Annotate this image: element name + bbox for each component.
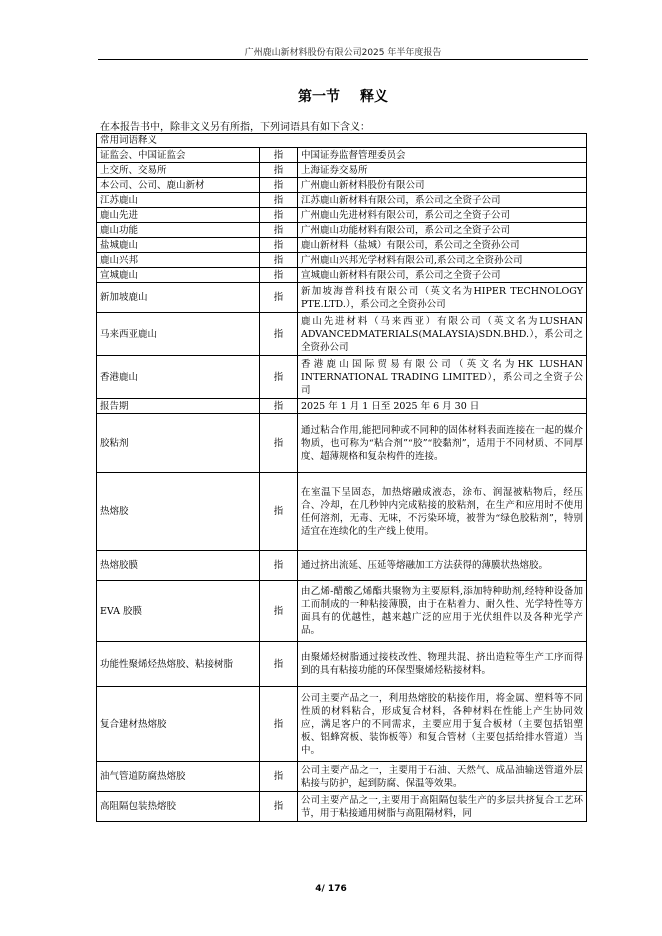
definition-cell: 香港鹿山国际贸易有限公司（英文名为HK LUSHAN INTERNATIONAL TRADING LIMITED），系公司之全资子公司 <box>298 356 587 399</box>
table-row <box>97 762 587 792</box>
ref-cell: 指 <box>260 414 298 473</box>
ref-cell: 指 <box>260 551 298 581</box>
table-row <box>97 792 587 822</box>
definition-cell: 新加坡海普科技有限公司（英文名为HIPER TECHNOLOGY PTE.LTD.），系公司之全资孙公司 <box>298 283 587 313</box>
term-cell: 鹿山先进 <box>97 208 260 223</box>
definition-cell: 公司主要产品之一，利用热熔胶的粘接作用，将金属、塑料等不同性质的材料粘合，形成复合材料，各种材料在性能上产生协同效应，满足客户的不同需求，主要应用于复合板材（主要包括铝塑板、铝蜂窝板、装饰板等）和复合管材（主要包括给排水管道）当中。 <box>298 687 587 762</box>
ref-cell: 指 <box>260 178 298 193</box>
term-cell: 证监会、中国证监会 <box>97 148 260 163</box>
definition-cell: 广州鹿山功能材料有限公司，系公司之全资子公司 <box>298 223 587 238</box>
ref-cell: 指 <box>260 283 298 313</box>
term-cell: 胶粘剂 <box>97 414 260 473</box>
table-row <box>97 178 587 193</box>
term-cell: 鹿山兴邦 <box>97 253 260 268</box>
term-cell: 盐城鹿山 <box>97 238 260 253</box>
term-cell: 高阻隔包装热熔胶 <box>97 792 260 822</box>
ref-cell: 指 <box>260 792 298 822</box>
header-divider <box>98 59 588 60</box>
term-cell: 报告期 <box>97 399 260 414</box>
table-row <box>97 163 587 178</box>
table-row <box>97 551 587 581</box>
ref-cell: 指 <box>260 313 298 356</box>
ref-cell: 指 <box>260 642 298 687</box>
term-cell: 本公司、公司、鹿山新材 <box>97 178 260 193</box>
ref-cell: 指 <box>260 399 298 414</box>
section-name: 释义 <box>360 89 388 105</box>
table-row <box>97 356 587 399</box>
definition-cell: 宣城鹿山新材料有限公司，系公司之全资子公司 <box>298 268 587 283</box>
term-cell: 热熔胶 <box>97 473 260 551</box>
table-row <box>97 399 587 414</box>
ref-cell: 指 <box>260 208 298 223</box>
table-row <box>97 208 587 223</box>
definition-cell: 上海证券交易所 <box>298 163 587 178</box>
table-row <box>97 148 587 163</box>
term-cell: 江苏鹿山 <box>97 193 260 208</box>
term-cell: 复合建材热熔胶 <box>97 687 260 762</box>
definition-cell: 在室温下呈固态，加热熔融成液态，涂布、润湿被粘物后，经压合、冷却，在几秒钟内完成粘接的胶粘剂，在生产和应用时不使用任何溶剂，无毒、无味，不污染环境，被誉为“绿色胶粘剂”，特别适宜在连续化的生产线上使用。 <box>298 473 587 551</box>
ref-cell: 指 <box>260 473 298 551</box>
ref-cell: 指 <box>260 253 298 268</box>
section-heading <box>98 86 588 106</box>
definition-cell: 鹿山新材料（盐城）有限公司，系公司之全资孙公司 <box>298 238 587 253</box>
page-number: 4/ 176 <box>315 884 347 894</box>
table-row <box>97 268 587 283</box>
definition-cell: 广州鹿山新材料股份有限公司 <box>298 178 587 193</box>
ref-cell: 指 <box>260 687 298 762</box>
definitions-table <box>96 133 587 822</box>
definition-cell: 公司主要产品之一,主要用于高阻隔包装生产的多层共挤复合工艺环节，用于粘接通用树脂与高阻隔材料，同 <box>298 792 587 822</box>
table-row <box>97 313 587 356</box>
term-cell: EVA 胶膜 <box>97 581 260 642</box>
ref-cell: 指 <box>260 193 298 208</box>
term-cell: 上交所、交易所 <box>97 163 260 178</box>
ref-cell: 指 <box>260 268 298 283</box>
table-caption: 常用词语释义 <box>97 134 587 148</box>
table-row <box>97 473 587 551</box>
term-cell: 香港鹿山 <box>97 356 260 399</box>
definition-cell: 通过挤出流延、压延等熔融加工方法获得的薄膜状热熔胶。 <box>298 551 587 581</box>
table-row <box>97 253 587 268</box>
table-row <box>97 193 587 208</box>
report-header: 广州鹿山新材料股份有限公司2025 年半年度报告 <box>244 48 442 58</box>
table-row <box>97 223 587 238</box>
definition-cell: 由聚烯烃树脂通过接枝改性、物理共混、挤出造粒等生产工序而得到的具有粘接功能的环保型聚烯烃粘接材料。 <box>298 642 587 687</box>
table-row <box>97 414 587 473</box>
definition-cell: 通过粘合作用,能把同种或不同种的固体材料表面连接在一起的媒介物质，也可称为“粘合剂”“胶”“胶黏剂”，适用于不同材质、不同厚度、超薄规格和复杂构件的连接。 <box>298 414 587 473</box>
definition-cell: 广州鹿山先进材料有限公司，系公司之全资子公司 <box>298 208 587 223</box>
definition-cell: 公司主要产品之一，主要用于石油、天然气、成品油输送管道外层粘接与防护，起到防腐、保温等效果。 <box>298 762 587 792</box>
table-row <box>97 283 587 313</box>
definition-cell: 2025 年 1 月 1 日至 2025 年 6 月 30 日 <box>298 399 587 414</box>
term-cell: 油气管道防腐热熔胶 <box>97 762 260 792</box>
term-cell: 热熔胶膜 <box>97 551 260 581</box>
ref-cell: 指 <box>260 581 298 642</box>
term-cell: 宣城鹿山 <box>97 268 260 283</box>
ref-cell: 指 <box>260 238 298 253</box>
definition-cell: 广州鹿山兴邦光学材料有限公司,系公司之全资孙公司 <box>298 253 587 268</box>
term-cell: 新加坡鹿山 <box>97 283 260 313</box>
definition-cell: 中国证券监督管理委员会 <box>298 148 587 163</box>
ref-cell: 指 <box>260 163 298 178</box>
table-row <box>97 687 587 762</box>
definition-cell: 江苏鹿山新材料有限公司，系公司之全资子公司 <box>298 193 587 208</box>
definition-cell: 由乙烯-醋酸乙烯酯共聚物为主要原料,添加特种助剂,经特种设备加工而制成的一种粘接薄膜，由于在粘着力、耐久性、光学特性等方面具有的优越性，越来越广泛的应用于光伏组件以及各种光学产品。 <box>298 581 587 642</box>
ref-cell: 指 <box>260 762 298 792</box>
table-caption-row <box>97 134 587 148</box>
table-row <box>97 642 587 687</box>
ref-cell: 指 <box>260 223 298 238</box>
table-row <box>97 238 587 253</box>
section-number: 第一节 <box>298 89 340 105</box>
intro-text: 在本报告书中，除非文义另有所指，下列词语具有如下含义： <box>100 122 370 133</box>
ref-cell: 指 <box>260 356 298 399</box>
table-row <box>97 581 587 642</box>
term-cell: 鹿山功能 <box>97 223 260 238</box>
term-cell: 马来西亚鹿山 <box>97 313 260 356</box>
definition-cell: 鹿山先进材料（马来西亚）有限公司（英文名为LUSHAN ADVANCEDMATERIALS(MALAYSIA)SDN.BHD.），系公司之全资孙公司 <box>298 313 587 356</box>
ref-cell: 指 <box>260 148 298 163</box>
term-cell: 功能性聚烯烃热熔胶、粘接树脂 <box>97 642 260 687</box>
